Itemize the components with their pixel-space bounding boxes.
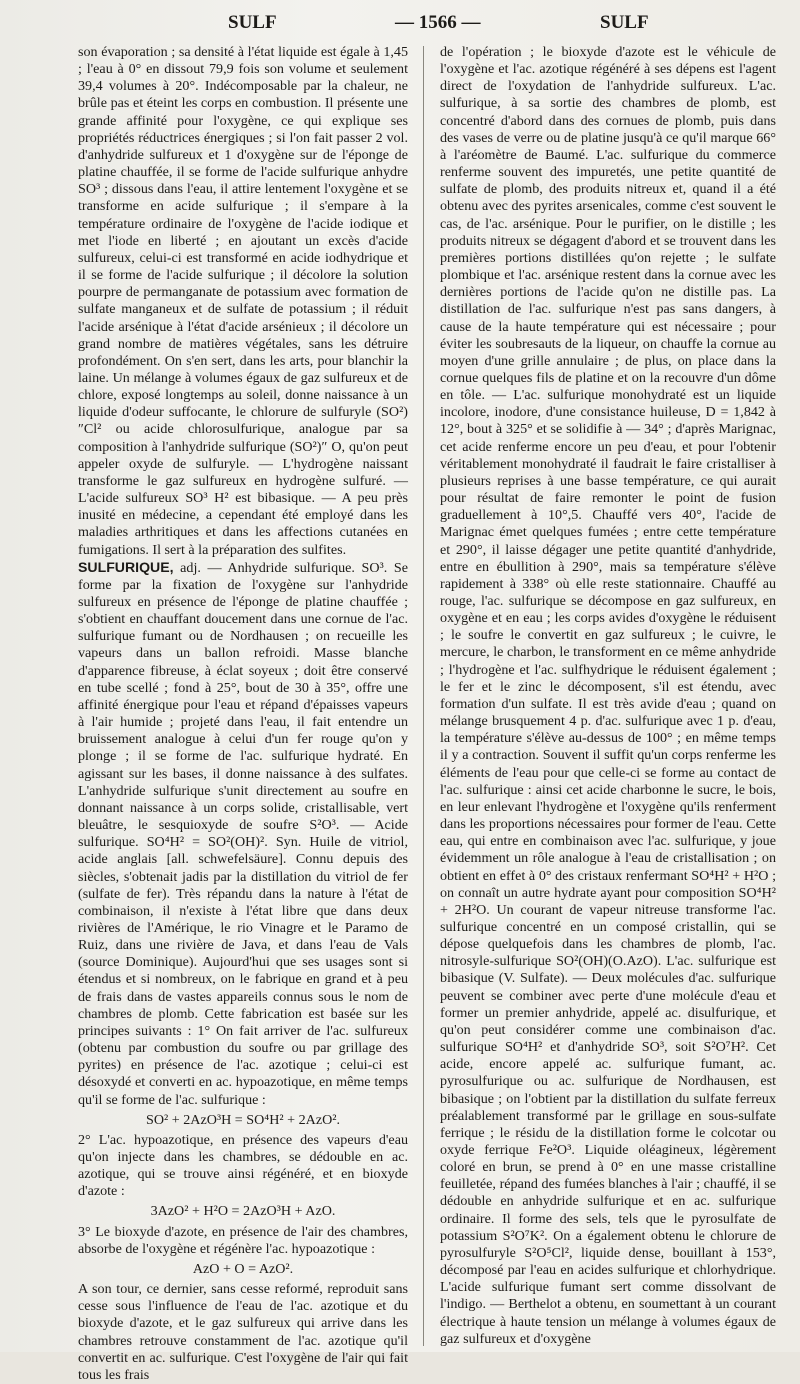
right-column bbox=[440, 44, 776, 1347]
header-left-word: SULF bbox=[228, 12, 277, 33]
entry-word: SULFURIQUE, bbox=[78, 558, 174, 575]
paragraph-step-2: 2° L'ac. hypoazotique, en présence des vapeurs d'eau qu'on injecte dans les chambres, se dédouble en ac. azotique, qui se trouve ainsi régénéré, et en bioxyde d'azote : bbox=[78, 1131, 408, 1200]
entry-body: adj. — Anhydride sulfurique. SO³. Se forme par la fixation de l'oxygène sur l'anhydride sulfureux en présence de l'éponge de platine chauffée ; s'obtient en chauffant doucement dans une cornue de l'ac. sulfurique fumant ou de Nordhausen ; on recueille les vapeurs dans un ballon refroidi. Masse blanche d'apparence fibreuse, à éclat soyeux ; doit être conservé en tube scellé ; fond à 25°, bout de 30 à 35°, offre une affinité énergique pour l'eau et répand d'épaisses vapeurs à l'air humide ; projeté dans l'eau, il fait entendre un bruissement analogue à celui d'un fer rouge qu'on y plonge ; il se forme de l'ac. sulfurique hydraté. En agissant sur les bases, il donne naissance à des sulfates. L'anhydride sulfurique s'unit directement au soufre en donnant naissance à un corps solide, cristallisable, vert bleuâtre, le sesquioxyde de soufre S²O³. — Acide sulfurique. SO⁴H² = SO²(OH)². Syn. Huile de vitriol, acide anglais [all. schwefelsäure]. Connu depuis des siècles, s'obtenait jadis par la distillation du vitriol de fer (sulfate de fer). Très répandu dans la nature à l'état de combinaison, il n'existe à l'état libre que dans deux rivières de l'Amérique, le rio Vinagre et le Paramo de Ruiz, dans une rivière de Java, et dans l'eau de Vals (source Dominique). Aujourd'hui que ses usages sont si étendus et si nombreux, on le fabrique en grand et à peu de frais dans de vastes appareils connus sous le nom de chambres de plomb. Cette fabrication est basée sur les principes suivants : 1° On fait arriver de l'ac. sulfureux (obtenu par combustion du soufre ou par grillage des pyrites) en présence de l'ac. azotique ; celui-ci est désoxydé et converti en ac. hypoazotique, en même temps qu'il se forme de l'ac. sulfurique : bbox=[78, 559, 408, 1108]
paragraph-right-column: de l'opération ; le bioxyde d'azote est le véhicule de l'oxygène et l'ac. azotique régénéré à ses dépens est l'agent direct de l'oxydation de l'anhydride sulfureux. L'ac. sulfurique, à sa sortie des chambres de plomb, est concentré d'abord dans des cornues de plomb, puis dans des vases de verre ou de platine jusqu'à ce qu'il marque 66° à l'aréomètre de Baumé. L'ac. sulfurique du commerce renferme souvent des impuretés, une petite quantité de sulfate de plomb, des produits nitreux et, quand il a été obtenu avec des pyrites arsenicales, comme c'est souvent le cas, de l'ac. arsénique. Pour le purifier, on le distille ; les produits nitreux se dégagent d'abord et se trouvent dans les premières portions distillées qu'on rejette ; le sulfate plombique et l'ac. arsénique restent dans la cornue avec les dernières portions de l'acide qu'on ne distille pas. La distillation de l'ac. sulfurique n'est pas sans dangers, à cause de la haute température qui est nécessaire ; pour éviter les soubresauts de la liqueur, on chauffe la cornue au moyen d'une grille annulaire ; de plus, on place dans la cornue quelques fils de platine et on la recouvre d'un dôme en tôle. — L'ac. sulfurique monohydraté est un liquide incolore, inodore, d'une consistance huileuse, D = 1,842 à 12°, bout à 325° et se solidifie à — 34° ; d'après Marignac, cet acide renferme encore un peu d'eau, et pour l'obtenir véritablement monohydraté il faudrait le faire cristalliser à plusieurs reprises à une basse température, ce qui aurait pour résultat de faire remonter le point de fusion graduellement à 10°,5. Chauffé vers 40°, l'acide de Marignac émet quelques fumées ; entre cette température et 290°, il laisse dégager une petite quantité d'anhydride, entre en ébullition à 290°, mais sa température s'élève rapidement à 338° où elle reste stationnaire. Chauffé au rouge, l'ac. sulfurique se décompose en gaz sulfureux, en oxygène et en eau ; les corps avides d'oxygène le réduisent ; le soufre le convertit en gaz sulfureux ; le cuivre, le mercure, le charbon, le transforment en ce même anhydride ; l'hydrogène et l'ac. sulfhydrique le réduisent également ; le fer et le zinc le décomposent, s'il est étendu, avec formation d'un sulfate. Il est très avide d'eau ; quand on mélange brusquement 4 p. d'ac. sulfurique avec 1 p. d'eau, la température s'élève au-dessus de 100° ; en même temps il y a contraction. Souvent il suffit qu'un corps renferme les éléments de l'eau pour que celle-ci se forme au contact de l'ac. sulfurique : ainsi cet acide charbonne le sucre, le bois, en leur enlevant l'hydrogène et l'oxygène qu'ils renferment dans les proportions nécessaires pour former de l'eau. Cette eau, qui entre en combinaison avec l'ac. sulfurique, y joue évidemment un rôle analogue à l'eau de cristallisation ; on obtient en effet à 0° des cristaux renfermant SO⁴H² + H²O ; on connaît un autre hydrate ayant pour composition SO⁴H² + 2H²O. Un courant de vapeur nitreuse transforme l'ac. sulfurique concentré en un composé cristallin, qui se dépose quelquefois dans les chambres de plomb, l'ac. nitrosyle-sulfurique SO²(OH)(O.AzO). L'ac. sulfurique est bibasique (V. Sulfate). — Deux molécules d'ac. sulfurique peuvent se combiner avec perte d'une molécule d'eau et former un premier anhydride, appelé ac. disulfurique, et qu'on peut considérer comme une combinaison d'ac. sulfurique SO⁴H² et d'anhydride SO³, soit S²O⁷H². Cet acide, encore appelé ac. sulfurique fumant, ac. pyrosulfurique ou ac. sulfurique de Nordhausen, est bibasique ; on l'obtient par la distillation du sulfate ferreux préalablement transformé par le grillage en sous-sulfate ferrique ; le résidu de la distillation forme le colcotar ou oxyde ferrique Fe²O³. Liquide oléagineux, légèrement coloré en brun, se prend à 0° en une masse cristalline feuilletée, répand des fumées blanches à l'air ; chauffé, il se dédouble en anhydride sulfurique et en ac. sulfurique ordinaire. Il forme des sels, tels que le pyrosulfate de potassium S²O⁷K². On a également obtenu le chlorure de pyrosulfuryle S²O⁵Cl², liquide dense, bouillant à 153°, décomposé par l'eau en acides sulfurique et chlorhydrique. L'acide sulfurique fumant sert comme dissolvant de l'indigo. — Berthelot a obtenu, en soumettant à un courant électrique à haute tension un mélange à volumes égaux de gaz sulfureux et d'oxygène bbox=[440, 44, 776, 1347]
entry-sulfurique bbox=[78, 559, 408, 1109]
paragraph-conclusion: A son tour, ce dernier, sans cesse reformé, reproduit sans cesse sous l'influence de l'eau de l'ac. azotique et du bioxyde d'azote, et le gaz sulfureux qui arrive dans les chambres retrouve constamment de l'ac. azotique qu'il convertit en ac. sulfurique. C'est l'oxygène de l'air qui fait tous les frais bbox=[78, 1281, 408, 1383]
paragraph-step-3: 3° Le bioxyde d'azote, en présence de l'air des chambres, absorbe de l'oxygène et régénère l'ac. hypoazotique : bbox=[78, 1223, 408, 1257]
page-number: — 1566 — bbox=[395, 12, 481, 33]
left-column bbox=[78, 44, 408, 1383]
header-right-word: SULF bbox=[600, 12, 649, 33]
equation-1: SO² + 2AzO³H = SO⁴H² + 2AzO². bbox=[145, 1111, 341, 1128]
column-divider bbox=[423, 46, 424, 1346]
paragraph-sulfureux-end: son évaporation ; sa densité à l'état liquide est égale à 1,45 ; l'eau à 0° en dissout 79,9 fois son volume et seulement 39,4 volumes à 20°. Indécomposable par la chaleur, ne brûle pas et éteint les corps en combustion. Il présente une grande affinité pour l'oxygène, ce qui explique ses propriétés réductrices énergiques ; si l'on fait passer 2 vol. d'anhydride sulfureux et 1 d'oxygène sur de l'éponge de platine chauffée, il se forme de l'acide sulfurique anhydre SO³ ; dissous dans l'eau, il attire lentement l'oxygène et se transforme en acide sulfurique ; il s'empare à la température ordinaire de l'oxygène de l'acide iodique et met l'iode en liberté ; en ajoutant un excès d'acide sulfureux, celui-ci est transformé en acide iodhydrique et il se forme de l'acide sulfurique ; il décolore la solution pourpre de permanganate de potassium avec formation de sulfate manganeux et de sulfate de potassium ; il réduit l'acide arsénique à l'état d'acide arsénieux ; il décolore un grand nombre de matières végétales, sans les détruire profondément. On s'en sert, dans les arts, pour blanchir la laine. Un mélange à volumes égaux de gaz sulfureux et de chlore, exposé longtemps au soleil, donne naissance à un liquide d'odeur suffocante, le chlorure de sulfuryle (SO²)″Cl² ou acide chlorosulfurique, analogue par sa composition à l'anhydride sulfurique (SO²)″ O, qu'on peut appeler oxyde de sulfuryle. — L'hydrogène naissant transforme le gaz sulfureux en hydrogène sulfuré. — L'acide sulfureux SO³ H² est bibasique. — A peu près inusité en médecine, a cependant été employé dans les maladies arthritiques et dans les affections cutanées en fumigations. Il sert à la préparation des sulfites. bbox=[78, 44, 408, 558]
running-header bbox=[0, 12, 800, 42]
equation-2: 3AzO² + H²O = 2AzO³H + AzO. bbox=[150, 1203, 336, 1220]
equation-3: AzO + O = AzO². bbox=[192, 1260, 294, 1277]
